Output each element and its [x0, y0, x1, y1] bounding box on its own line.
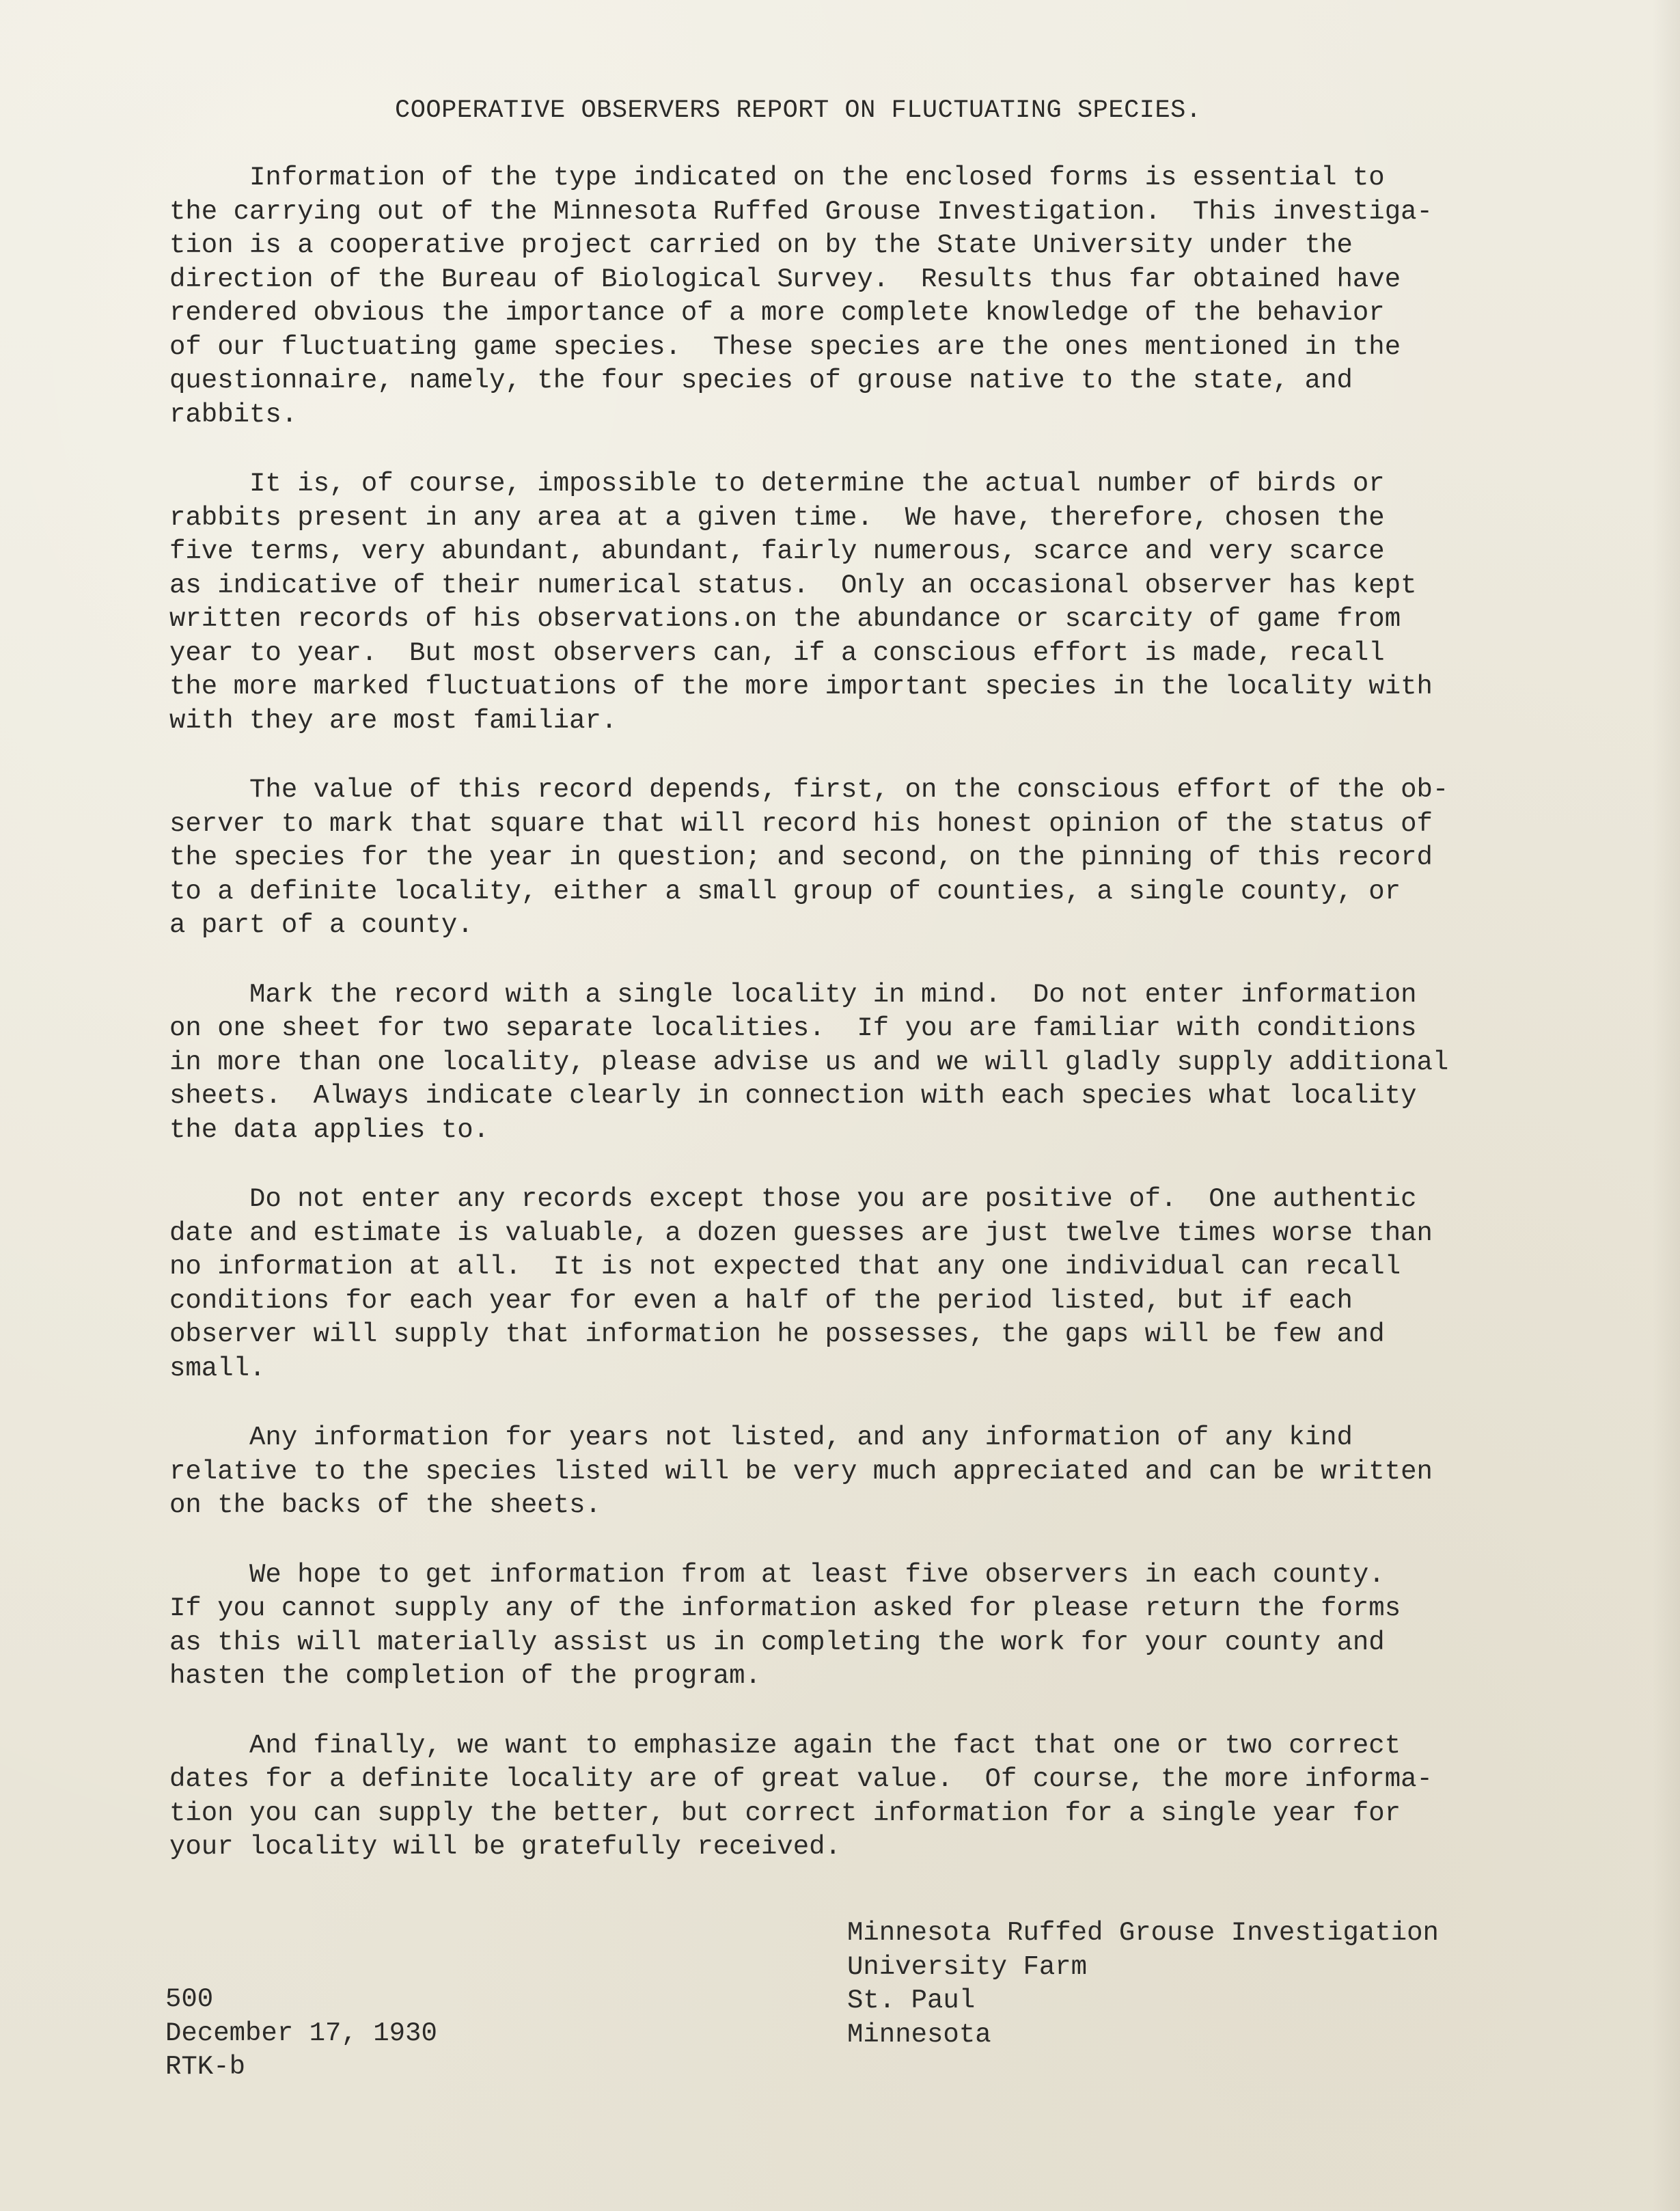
- page-edge-shadow: [1653, 0, 1680, 2211]
- text-line: Any information for years not listed, and any information of any kind: [169, 1423, 1353, 1453]
- paragraph-1: [169, 161, 1550, 432]
- text-line: observer will supply that information he possesses, the gaps will be few and: [169, 1319, 1385, 1349]
- footer-reference: [165, 1983, 644, 2085]
- text-line: If you cannot supply any of the information asked for please return the forms: [169, 1593, 1401, 1623]
- signature-line: University Farm: [847, 1951, 1088, 1982]
- paragraph-8: [169, 1729, 1550, 1865]
- text-line: in more than one locality, please advise us and we will gladly supply additional: [169, 1047, 1449, 1077]
- document-body: [169, 161, 1550, 1900]
- document-date: December 17, 1930: [165, 2018, 437, 2048]
- text-line: on one sheet for two separate localities. If you are familiar with conditions: [169, 1013, 1417, 1043]
- text-line: sheets. Always indicate clearly in connection with each species what locality: [169, 1081, 1417, 1111]
- text-line: date and estimate is valuable, a dozen guesses are just twelve times worse than: [169, 1218, 1433, 1248]
- text-line: as this will materially assist us in completing the work for your county and: [169, 1627, 1385, 1658]
- text-line: conditions for each year for even a half of the period listed, but if each: [169, 1285, 1353, 1316]
- paragraph-3: [169, 773, 1550, 943]
- text-line: It is, of course, impossible to determine the actual number of birds or: [169, 469, 1385, 499]
- text-line: Do not enter any records except those you are positive of. One authentic: [169, 1184, 1417, 1214]
- text-line: the more marked fluctuations of the more important species in the locality with: [169, 672, 1433, 702]
- text-line: direction of the Bureau of Biological Survey. Results thus far obtained have: [169, 264, 1401, 294]
- signature-block: [847, 1917, 1599, 2052]
- text-line: of our fluctuating game species. These species are the ones mentioned in the: [169, 331, 1401, 362]
- reference-number: 500: [165, 1984, 214, 2014]
- text-line: on the backs of the sheets.: [169, 1490, 601, 1520]
- signature-line: St. Paul: [847, 1986, 976, 2016]
- paragraph-7: [169, 1558, 1550, 1694]
- text-line: tion you can supply the better, but correct information for a single year for: [169, 1798, 1401, 1828]
- text-line: dates for a definite locality are of great value. Of course, the more informa-: [169, 1764, 1433, 1794]
- text-line: no information at all. It is not expected that any one individual can recall: [169, 1252, 1401, 1282]
- text-line: Information of the type indicated on the enclosed forms is essential to: [169, 163, 1385, 193]
- text-line: We hope to get information from at least five observers in each county.: [169, 1559, 1385, 1590]
- text-line: a part of a county.: [169, 910, 473, 940]
- text-line: And finally, we want to emphasize again the fact that one or two correct: [169, 1730, 1401, 1761]
- paragraph-2: [169, 467, 1550, 738]
- document-title: COOPERATIVE OBSERVERS REPORT ON FLUCTUATING SPECIES.: [395, 96, 1202, 125]
- text-line: to a definite locality, either a small group of counties, a single county, or: [169, 876, 1401, 907]
- paragraph-6: [169, 1421, 1550, 1523]
- signature-line: Minnesota: [847, 2019, 991, 2050]
- text-line: questionnaire, namely, the four species of grouse native to the state, and: [169, 366, 1353, 396]
- signature-line: Minnesota Ruffed Grouse Investigation: [847, 1918, 1439, 1948]
- text-line: your locality will be gratefully received.: [169, 1832, 841, 1862]
- paragraph-5: [169, 1183, 1550, 1386]
- text-line: rabbits.: [169, 399, 298, 430]
- text-line: written records of his observations.on the abundance or scarcity of game from: [169, 604, 1401, 634]
- text-line: the species for the year in question; and second, on the pinning of this record: [169, 842, 1433, 873]
- text-line: The value of this record depends, first, on the conscious effort of the ob-: [169, 775, 1449, 805]
- text-line: small.: [169, 1353, 266, 1384]
- text-line: rabbits present in any area at a given time. We have, therefore, chosen the: [169, 502, 1385, 533]
- text-line: server to mark that square that will record his honest opinion of the status of: [169, 808, 1433, 839]
- text-line: five terms, very abundant, abundant, fairly numerous, scarce and very scarce: [169, 536, 1385, 566]
- text-line: relative to the species listed will be very much appreciated and can be written: [169, 1456, 1433, 1487]
- text-line: the data applies to.: [169, 1114, 490, 1145]
- text-line: rendered obvious the importance of a more complete knowledge of the behavior: [169, 298, 1385, 328]
- text-line: with they are most familiar.: [169, 705, 618, 736]
- text-line: the carrying out of the Minnesota Ruffed Grouse Investigation. This investiga-: [169, 196, 1433, 227]
- text-line: as indicative of their numerical status. Only an occasional observer has kept: [169, 570, 1417, 601]
- text-line: tion is a cooperative project carried on by the State University under the: [169, 230, 1353, 260]
- paragraph-4: [169, 978, 1550, 1148]
- text-line: year to year. But most observers can, if a conscious effort is made, recall: [169, 637, 1385, 668]
- text-line: Mark the record with a single locality in mind. Do not enter information: [169, 979, 1417, 1010]
- text-line: hasten the completion of the program.: [169, 1661, 761, 1691]
- typist-initials: RTK-b: [165, 2052, 246, 2082]
